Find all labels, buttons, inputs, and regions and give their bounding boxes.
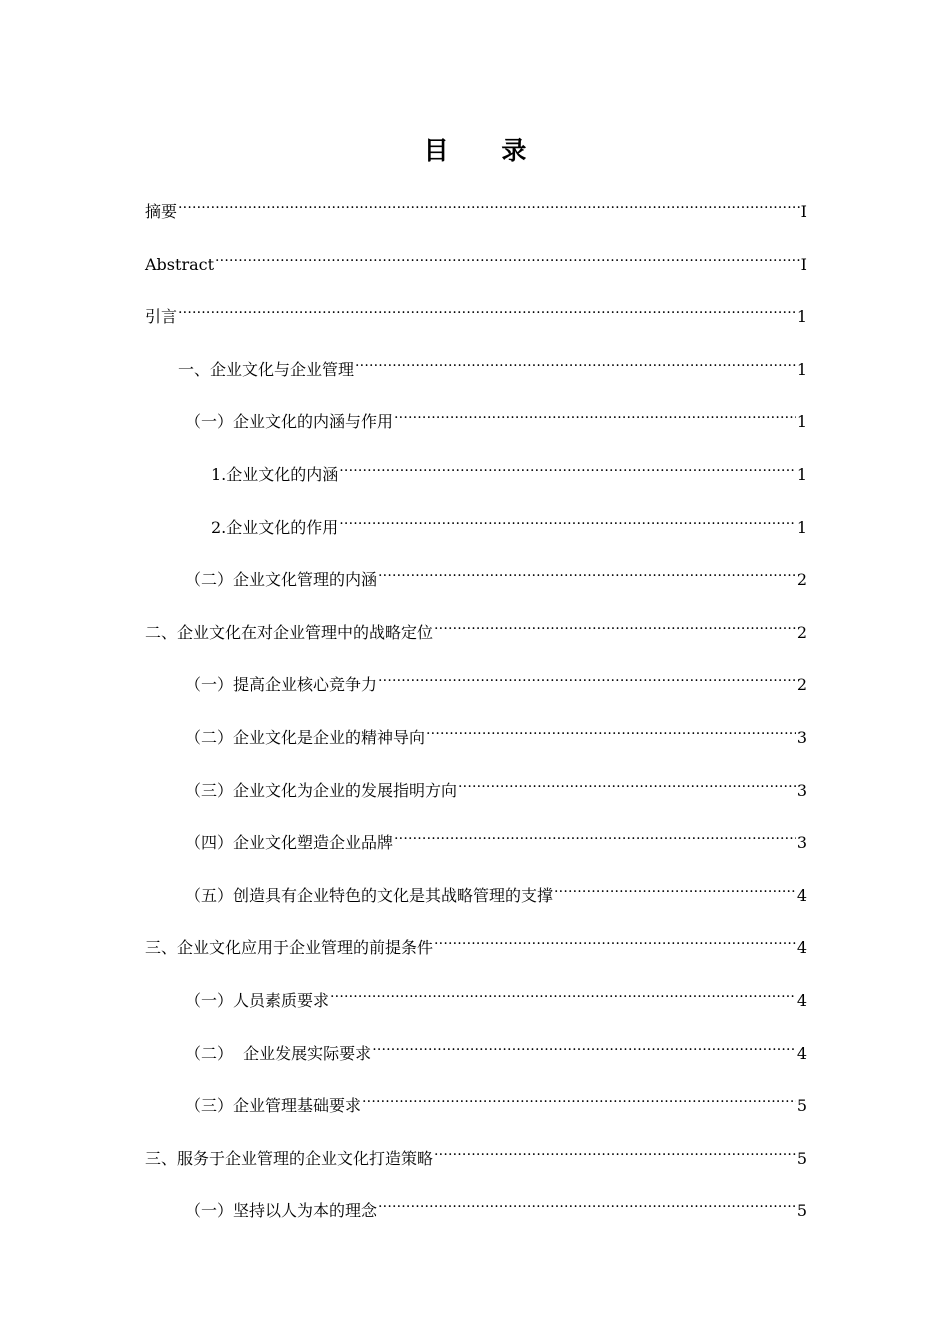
toc-entry-subsection-1-1-1[interactable] — [145, 448, 807, 501]
toc-entry-page: 2 — [796, 622, 807, 642]
toc-leader-dots — [434, 606, 796, 638]
toc-entry-section-2-1[interactable] — [145, 658, 807, 711]
toc-entry-page: 1 — [796, 517, 807, 537]
toc-entry-label: （一）企业文化的内涵与作用 — [185, 412, 394, 432]
toc-entry-page: 1 — [796, 412, 807, 432]
toc-leader-dots — [378, 553, 796, 585]
toc-entry-abstract-en[interactable] — [145, 238, 807, 291]
toc-leader-dots — [178, 185, 800, 217]
toc-leader-dots — [378, 658, 796, 690]
toc-entry-label: Abstract — [145, 254, 215, 274]
toc-entry-page: 1 — [796, 359, 807, 379]
toc-entry-section-2-3[interactable] — [145, 764, 807, 817]
toc-leader-dots — [215, 238, 800, 270]
toc-entry-chapter-4[interactable] — [145, 1132, 807, 1185]
toc-entry-page: 3 — [796, 727, 807, 747]
toc-entry-page: I — [800, 202, 807, 221]
toc-entry-page: 4 — [796, 938, 807, 958]
toc-entry-page: 5 — [796, 1096, 807, 1116]
toc-leader-dots — [339, 501, 796, 533]
toc-leader-dots — [554, 869, 796, 901]
toc-entry-label: （四）企业文化塑造企业品牌 — [185, 833, 394, 853]
toc-leader-dots — [426, 711, 796, 743]
toc-leader-dots — [394, 816, 796, 848]
toc-leader-dots — [330, 974, 796, 1006]
toc-entry-section-3-1[interactable] — [145, 974, 807, 1027]
toc-entry-subsection-1-1-2[interactable] — [145, 501, 807, 554]
toc-entry-page: 1 — [796, 464, 807, 484]
toc-entry-label: （五）创造具有企业特色的文化是其战略管理的支撑 — [185, 885, 554, 905]
toc-leader-dots — [362, 1079, 796, 1111]
toc-entry-page: 4 — [796, 990, 807, 1010]
toc-entry-chapter-1[interactable] — [145, 343, 807, 396]
toc-entry-chapter-3[interactable] — [145, 921, 807, 974]
toc-leader-dots — [372, 1027, 796, 1059]
toc-entry-introduction[interactable] — [145, 290, 807, 343]
toc-entry-page: 1 — [796, 307, 807, 327]
toc-entry-label: （二） 企业发展实际要求 — [185, 1043, 372, 1063]
toc-entry-page: 2 — [796, 675, 807, 695]
toc-entry-section-2-4[interactable] — [145, 816, 807, 869]
toc-entry-section-4-1[interactable] — [145, 1184, 807, 1237]
toc-entry-page: 4 — [796, 1043, 807, 1063]
toc-entry-label: 三、企业文化应用于企业管理的前提条件 — [145, 938, 434, 958]
toc-entry-label: （三）企业管理基础要求 — [185, 1096, 362, 1116]
toc-leader-dots — [394, 395, 796, 427]
toc-entry-chapter-2[interactable] — [145, 606, 807, 659]
toc-title: 目 录 — [423, 136, 549, 165]
toc-entry-label: （三）企业文化为企业的发展指明方向 — [185, 780, 458, 800]
toc-entry-section-1-2[interactable] — [145, 553, 807, 606]
toc-leader-dots — [178, 290, 796, 322]
toc-entry-label: 1.企业文化的内涵 — [211, 464, 339, 484]
toc-entry-label: （二）企业文化管理的内涵 — [185, 570, 378, 590]
toc-entry-section-2-5[interactable] — [145, 869, 807, 922]
toc-entry-section-3-3[interactable] — [145, 1079, 807, 1132]
toc-leader-dots — [339, 448, 796, 480]
toc-entry-section-2-2[interactable] — [145, 711, 807, 764]
toc-entry-label: 一、企业文化与企业管理 — [178, 359, 355, 379]
toc-entry-label: 二、企业文化在对企业管理中的战略定位 — [145, 622, 434, 642]
toc-entry-page: 4 — [796, 885, 807, 905]
toc-entry-label: （一）提高企业核心竞争力 — [185, 675, 378, 695]
toc-leader-dots — [378, 1184, 796, 1216]
toc-entry-label: （二）企业文化是企业的精神导向 — [185, 727, 426, 747]
toc-leader-dots — [434, 921, 796, 953]
toc-entry-section-3-2[interactable] — [145, 1027, 807, 1080]
toc-entry-page: 5 — [796, 1201, 807, 1221]
toc-entry-label: 三、服务于企业管理的企业文化打造策略 — [145, 1148, 434, 1168]
toc-entry-label: 2.企业文化的作用 — [211, 517, 339, 537]
toc-entry-page: 3 — [796, 780, 807, 800]
toc-leader-dots — [458, 764, 796, 796]
toc-list — [145, 185, 807, 1237]
toc-leader-dots — [434, 1132, 796, 1164]
toc-entry-abstract-cn[interactable] — [145, 185, 807, 238]
toc-entry-label: （一）坚持以人为本的理念 — [185, 1201, 378, 1221]
toc-entry-label: （一）人员素质要求 — [185, 990, 330, 1010]
toc-entry-page: 3 — [796, 833, 807, 853]
toc-entry-label: 摘要 — [145, 202, 178, 221]
toc-entry-page: I — [800, 254, 807, 274]
toc-leader-dots — [355, 343, 796, 375]
toc-entry-page: 2 — [796, 570, 807, 590]
toc-entry-page: 5 — [796, 1148, 807, 1168]
toc-entry-section-1-1[interactable] — [145, 395, 807, 448]
toc-entry-label: 引言 — [145, 307, 178, 327]
